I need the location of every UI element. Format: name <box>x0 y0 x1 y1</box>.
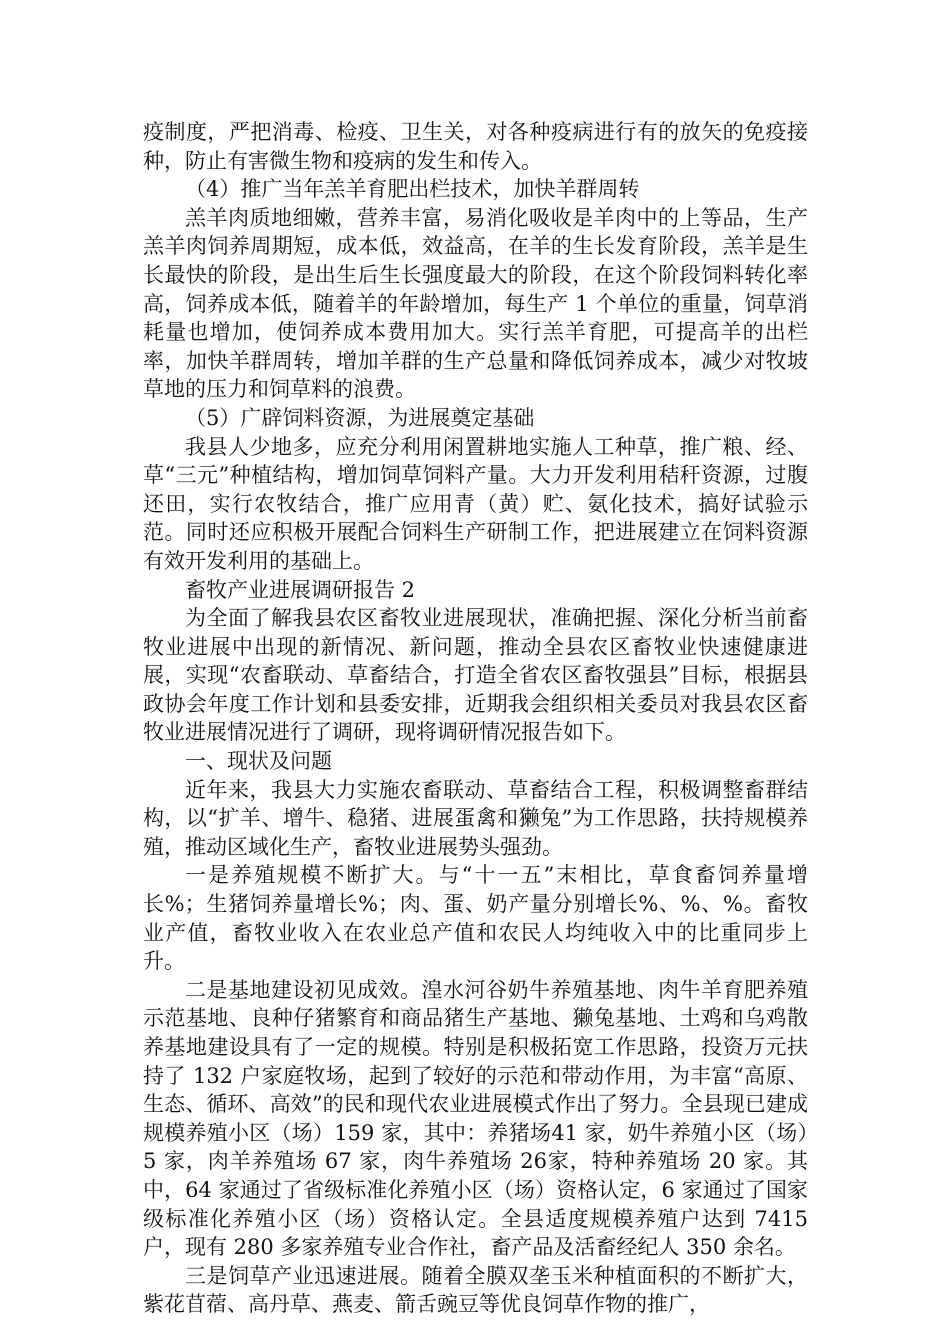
paragraph-lamb-fattening: 羔羊肉质地细嫩，营养丰富，易消化吸收是羊肉中的上等品，生产羔羊肉饲养周期短，成本低，效益高，在羊的生长发育阶段，羔羊是生长最快的阶段，是出生后生长强度最大的阶段，在这个阶段饲料转化率高，饲养成本低，随着羊的年龄增加，每生产 1 个单位的重量，饲草消耗量也增加，使饲养成本费用加大。实行羔羊育肥，可提高羊的出栏率，加快羊群周转，增加羊群的生产总量和降低饲养成本，减少对牧坡草地的压力和饲草料的浪费。 <box>143 205 808 402</box>
document-body <box>143 118 815 1319</box>
report-title: 畜牧产业进展调研报告 2 <box>185 577 416 602</box>
paragraph-feed-resources: 我县人少地多，应充分利用闲置耕地实施人工种草，推广粮、经、草“三元”种植结构，增加饲草饲料产量。大力开发利用秸秆资源，过腹还田，实行农牧结合，推广应用青（黄）贮、氨化技术，搞好试验示范。同时还应积极开展配合饲料生产研制工作，把进展建立在饲料资源有效开发利用的基础上。 <box>143 434 808 573</box>
section-heading-status: 一、现状及问题 <box>185 749 332 774</box>
paragraph-recent-years: 近年来，我县大力实施农畜联动、草畜结合工程，积极调整畜群结构，以“扩羊、增牛、稳猪、进展蛋禽和獭兔”为工作思路，扶持规模养殖，推动区域化生产，畜牧业进展势头强劲。 <box>143 777 808 859</box>
section-heading-5: （5）广辟饲料资源，为进展奠定基础 <box>185 405 535 430</box>
paragraph-base-construction: 二是基地建设初见成效。湟水河谷奶牛养殖基地、肉牛羊育肥养殖示范基地、良种仔猪繁育和商品猪生产基地、獭兔基地、土鸡和乌鸡散养基地建设具有了一定的规模。特别是积极拓宽工作思路，投资万元扶持了 132 户家庭牧场，起到了较好的示范和带动作用，为丰富“高原、生态、循环、高效”的民和现代农业进展模式作出了努力。全县现已建成规模养殖小区（场）159 家，其中：养猪场41 家，奶牛养殖小区（场）5 家，肉羊养殖场 67 家，肉牛养殖场 26家，特种养殖场 20 家。其中，64 家通过了省级标准化养殖小区（场）资格认定，6 家通过了国家级标准化养殖小区（场）资格认定。全县适度规模养殖户达到 7415 户，现有 280 多家养殖专业合作社，畜产品及活畜经纪人 350 余名。 <box>143 977 815 1260</box>
paragraph-continuation: 疫制度，严把消毒、检疫、卫生关，对各种疫病进行有的放矢的免疫接种，防止有害微生物和疫病的发生和传入。 <box>143 120 808 173</box>
paragraph-forage-industry: 三是饲草产业迅速进展。随着全膜双垄玉米种植面积的不断扩大，紫花苜蓿、高丹草、燕麦、箭舌豌豆等优良饲草作物的推广， <box>143 1263 808 1317</box>
paragraph-intro: 为全面了解我县农区畜牧业进展现状，准确把握、深化分析当前畜牧业进展中出现的新情况、新问题，推动全县农区畜牧业快速健康进展，实现“农畜联动、草畜结合，打造全省农区畜牧强县”目标，根据县政协会年度工作计划和县委安排，近期我会组织相关委员对我县农区畜牧业进展情况进行了调研，现将调研情况报告如下。 <box>143 606 808 745</box>
section-heading-4: （4）推广当年羔羊育肥出栏技术，加快羊群周转 <box>185 177 640 202</box>
paragraph-scale-expansion: 一是养殖规模不断扩大。与“十一五”末相比，草食畜饲养量增长%；生猪饲养量增长%；肉、蛋、奶产量分别增长%、%、%。畜牧业产值，畜牧业收入在农业总产值和农民人均纯收入中的比重同步上升。 <box>143 863 808 974</box>
